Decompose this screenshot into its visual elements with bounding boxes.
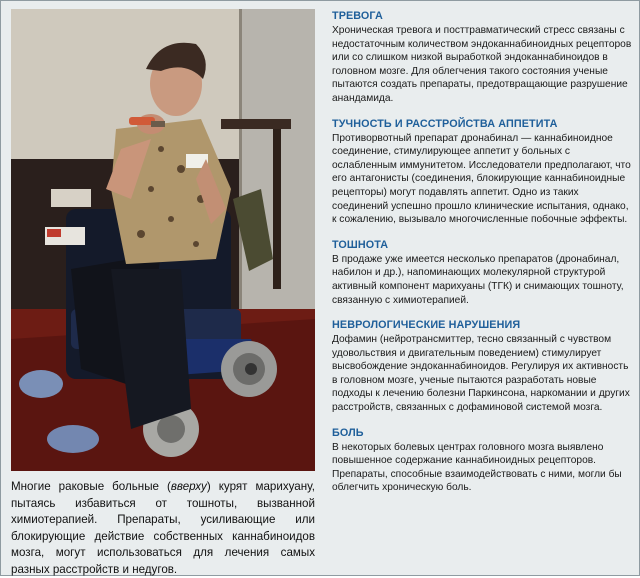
section-pain	[332, 426, 632, 495]
disorders-sidebar	[332, 9, 632, 506]
section-heading: БОЛЬ	[332, 426, 364, 439]
section-text: Дофамин (нейротрансмиттер, тесно связанный с чувством удовольствия и двигательным поведением) стимулирует высвобождение эндоканнабиноидов. Регулируя их активность в головном мозге, ученые пытаются разработать новые подходы к лечению болезни Паркинсона, наркомании и других расстройств, связанных с дофаминовой системой мозга.	[332, 334, 630, 414]
photo-woman-wheelchair	[11, 9, 315, 471]
section-heading: ТУЧНОСТЬ И РАССТРОЙСТВА АППЕТИТА	[332, 117, 558, 130]
caption-emphasis: вверху	[170, 480, 207, 493]
section-obesity-appetite	[332, 117, 632, 227]
photo-illustration	[11, 9, 315, 471]
section-text: В некоторых болевых центрах головного мозга выявлено повышенное содержание каннабиноидных рецепторов. Препараты, способные взаимодействовать с ними, могли бы облегчить хроническую боль.	[332, 441, 622, 494]
section-heading: ТОШНОТА	[332, 238, 389, 251]
section-heading: НЕВРОЛОГИЧЕСКИЕ НАРУШЕНИЯ	[332, 319, 521, 332]
section-text: Противорвотный препарат дронабинал — каннабиноидное соединение, стимулирующее аппетит у больных с ослабленным иммунитетом. Исследователи предполагают, что его антагонисты (соединения, блокирующие каннабиноидные рецепторы) могут подавлять аппетит. Одно из таких соединений успешно прошло клинические испытания, однако, к сожалению, вызывало многочисленные побочные эффекты.	[332, 132, 631, 226]
photo-caption	[11, 479, 315, 578]
section-nausea	[332, 238, 632, 307]
section-heading: ТРЕВОГА	[332, 10, 383, 22]
section-neurological-disorders	[332, 318, 632, 415]
caption-part1: Многие раковые больные (	[11, 480, 171, 493]
section-anxiety	[332, 9, 632, 106]
caption-part2: ) курят марихуану, пытаясь избавиться от тошноты, вызванной химиотерапией. Препараты, усиливающие или блокирующие действие собственных каннабиноидов мозга, могут использоваться для лечения самых разных расстройств и недугов.	[11, 480, 316, 576]
section-text: Хроническая тревога и посттравматический стресс связаны с недостаточным количеством эндоканнабиноидных рецепторов или со слишком низкой выработкой эндоканнабиноидов в головном мозге. Для облегчения такого состояния ученые пытаются создать препараты, предотвращающие разрушение анандамида.	[332, 25, 632, 104]
section-text: В продаже уже имеется несколько препаратов (дронабинал, набилон и др.), напоминающих молекулярной структурой активный компонент марихуаны (ТГК) и снимающих тошноту, связанную с химиотерапией.	[332, 253, 624, 306]
